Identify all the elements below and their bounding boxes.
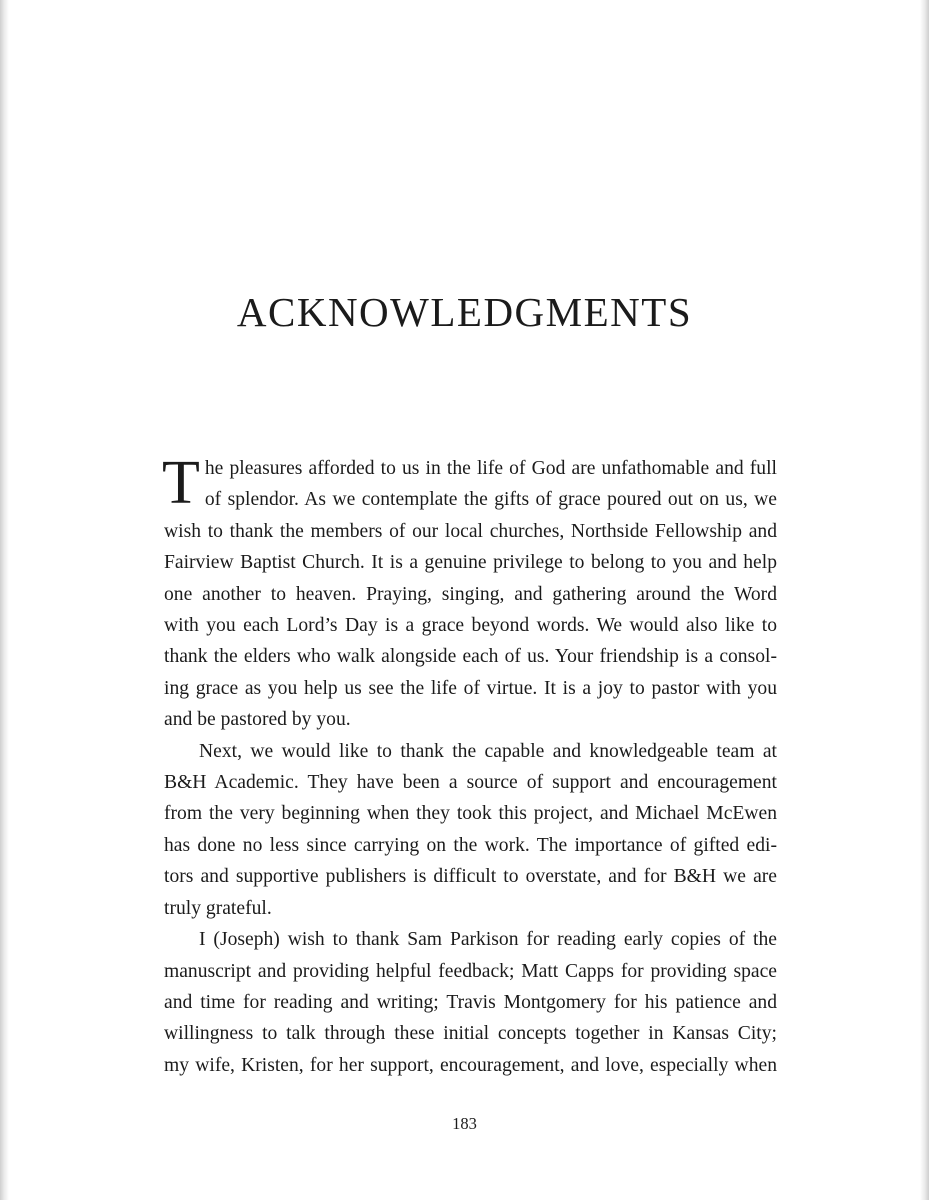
text-line: of splendor. As we contemplate the gifts of grace poured out on us, we bbox=[204, 489, 777, 511]
text-line: Fairview Baptist Church. It is a genuine privilege to belong to you and help bbox=[164, 552, 777, 574]
text-line: with you each Lord’s Day is a grace beyond words. We would also like to bbox=[164, 615, 777, 637]
text-line: Next, we would like to thank the capable and knowledgeable team at bbox=[199, 740, 777, 762]
page-edge-left bbox=[0, 0, 9, 1200]
page-number: 183 bbox=[452, 1114, 477, 1133]
text-line: ing grace as you help us see the life of virtue. It is a joy to pastor with you bbox=[164, 677, 777, 699]
text-line: from the very beginning when they took this project, and Michael McEwen bbox=[164, 803, 777, 825]
text-line: and time for reading and writing; Travis Montgomery for his patience and bbox=[164, 991, 777, 1013]
paragraph-1 bbox=[162, 449, 777, 736]
text-line: tors and supportive publishers is difficult to overstate, and for B&H we are bbox=[164, 866, 777, 888]
text-line: he pleasures afforded to us in the life of God are unfathomable and full bbox=[204, 458, 777, 479]
body-text bbox=[162, 449, 777, 1081]
page-edge-right bbox=[920, 0, 929, 1200]
drop-cap: T bbox=[162, 449, 200, 517]
text-line: has done no less since carrying on the work. The importance of gifted edi- bbox=[164, 834, 777, 856]
text-line: willingness to talk through these initial concepts together in Kansas City; bbox=[164, 1023, 777, 1045]
text-line: my wife, Kristen, for her support, encouragement, and love, especially when bbox=[164, 1054, 777, 1076]
text-line: one another to heaven. Praying, singing, and gathering around the Word bbox=[164, 583, 777, 605]
text-line: thank the elders who walk alongside each of us. Your friendship is a consol- bbox=[164, 646, 777, 668]
paragraph-2 bbox=[164, 736, 777, 924]
text-line: truly grateful. bbox=[164, 897, 272, 919]
text-line: and be pastored by you. bbox=[164, 709, 351, 731]
text-line: I (Joseph) wish to thank Sam Parkison for reading early copies of the bbox=[199, 929, 777, 951]
text-line: manuscript and providing helpful feedback; Matt Capps for providing space bbox=[164, 960, 777, 982]
text-line: B&H Academic. They have been a source of support and encouragement bbox=[164, 772, 777, 794]
chapter-title: ACKNOWLEDGMENTS bbox=[236, 289, 693, 335]
text-line: wish to thank the members of our local churches, Northside Fellowship and bbox=[164, 520, 777, 542]
paragraph-3 bbox=[164, 924, 777, 1081]
